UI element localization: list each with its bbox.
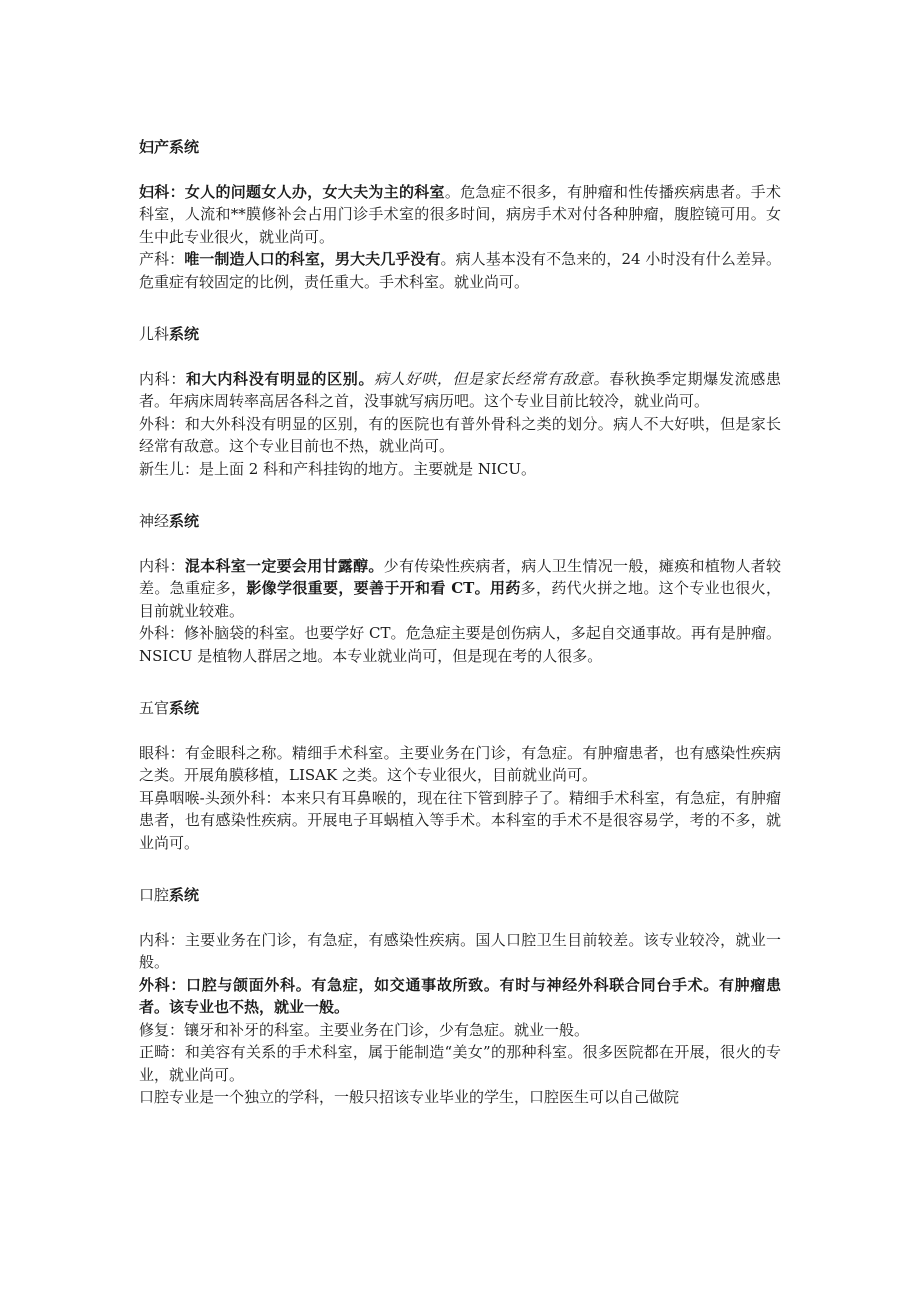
text-run: 春秋换季定期爆发流感患者。年病床周转率高居各科之首，没事就写病历吧。这个专业目前比较冷，就业尚可。 (139, 369, 781, 410)
bold-run: 混本科室一定要会用甘露醇。 (184, 556, 384, 575)
heading-text-bold: 系统 (169, 699, 200, 717)
text-run: 内科： (139, 556, 185, 575)
text-run: 。病人基本没有不急来的，24 小时没有什么差异。危重症有较固定的比例，责任重大。手术科室。就业尚可。 (139, 250, 781, 291)
text-run: 少有传染性疾病者，病人卫生情况一般，瘫痪和植物人者较差。急重症多， (139, 556, 781, 597)
text-run: 修复：镶牙和补牙的科室。主要业务在门诊，少有急症。就业一般。 (139, 1020, 590, 1039)
paragraph-pediatric-internal (139, 368, 781, 413)
bold-run: 影像学很重要，要善于开和看 CT。用药 (246, 579, 521, 597)
paragraph-neuro-surgery (139, 622, 781, 667)
heading-text: 口腔 (139, 886, 170, 904)
section-heading-pediatrics (139, 323, 781, 346)
paragraph-gynecology (139, 181, 781, 249)
text-run: 新生儿：是上面 2 科和产科挂钩的地方。主要就是 NICU。 (139, 459, 537, 478)
paragraph-obstetrics (139, 248, 781, 293)
heading-text: 五官 (139, 699, 170, 717)
text-run: 正畸：和美容有关系的手术科室，属于能制造“美女”的那种科室。很多医院都在开展，很火的专业，就业尚可。 (139, 1043, 781, 1084)
text-run: 产科： (139, 250, 185, 268)
paragraph-pediatric-surgery (139, 413, 781, 458)
section-heading-obstetrics-gynecology (139, 136, 781, 159)
section-heading-neurology (139, 510, 781, 533)
italic-run: 病人好哄，但是家长经常有敌意。 (374, 369, 610, 388)
text-run: 内科： (139, 369, 187, 388)
paragraph-orthodontics (139, 1041, 781, 1086)
heading-text: 神经 (139, 512, 170, 530)
text-run: 内科：主要业务在门诊，有急症，有感染性疾病。国人口腔卫生目前较差。该专业较冷，就业一般。 (139, 930, 781, 971)
heading-text: 儿科 (139, 325, 170, 343)
text-run: 口腔专业是一个独立的学科，一般只招该专业毕业的学生，口腔医生可以自己做院 (139, 1088, 680, 1106)
section-heading-stomatology (139, 884, 781, 907)
bold-run: 唯一制造人口的科室，男大夫几乎没有 (184, 250, 441, 268)
text-run: 外科：和大外科没有明显的区别，有的医院也有普外骨科之类的划分。病人不大好哄，但是家长经常有敌意。这个专业目前也不热，就业尚可。 (139, 414, 781, 455)
document-page (139, 128, 781, 1109)
heading-text: 妇产系统 (139, 138, 200, 156)
paragraph-oral-internal (139, 929, 781, 974)
text-run: 耳鼻咽喉-头颈外科：本来只有耳鼻喉的，现在往下管到脖子了。精细手术科室，有急症，有肿瘤患者，也有感染性疾病。开展电子耳蜗植入等手术。本科室的手术不是很容易学，考的不多，就业尚可。 (139, 788, 781, 852)
paragraph-prosthodontics (139, 1019, 781, 1042)
text-run: 外科：修补脑袋的科室。也要学好 CT。危急症主要是创伤病人，多起自交通事故。再有是肿瘤。NSICU 是植物人群居之地。本专业就业尚可，但是现在考的人很多。 (139, 624, 781, 665)
bold-run: 妇科：女人的问题女人办，女大夫为主的科室 (139, 182, 445, 201)
paragraph-stomatology-note (139, 1086, 781, 1109)
paragraph-neuro-internal (139, 555, 781, 623)
heading-text-bold: 系统 (169, 886, 200, 904)
text-run: 。危急症不很多，有肿瘤和性传播疾病患者。手术科室，人流和**膜修补会占用门诊手术室的很多时间，病房手术对付各种肿瘤，腹腔镜可用。女生中此专业很火，就业尚可。 (139, 182, 781, 246)
paragraph-otolaryngology (139, 787, 781, 855)
section-heading-ent (139, 697, 781, 720)
bold-run: 外科：口腔与颌面外科。有急症，如交通事故所致。有时与神经外科联合同台手术。有肿瘤患者。该专业也不热，就业一般。 (139, 975, 781, 1016)
paragraph-oral-surgery (139, 974, 781, 1019)
text-run: 多，药代火拼之地。这个专业也很火，目前就业较难。 (139, 579, 781, 620)
text-run: 眼科：有金眼科之称。精细手术科室。主要业务在门诊，有急症。有肿瘤患者，也有感染性疾病之类。开展角膜移植，LISAK 之类。这个专业很火，目前就业尚可。 (139, 743, 781, 784)
paragraph-ophthalmology (139, 742, 781, 787)
heading-text-bold: 系统 (169, 325, 200, 343)
paragraph-neonatal (139, 458, 781, 481)
bold-run: 和大内科没有明显的区别。 (186, 369, 375, 388)
heading-text-bold: 系统 (169, 512, 200, 530)
